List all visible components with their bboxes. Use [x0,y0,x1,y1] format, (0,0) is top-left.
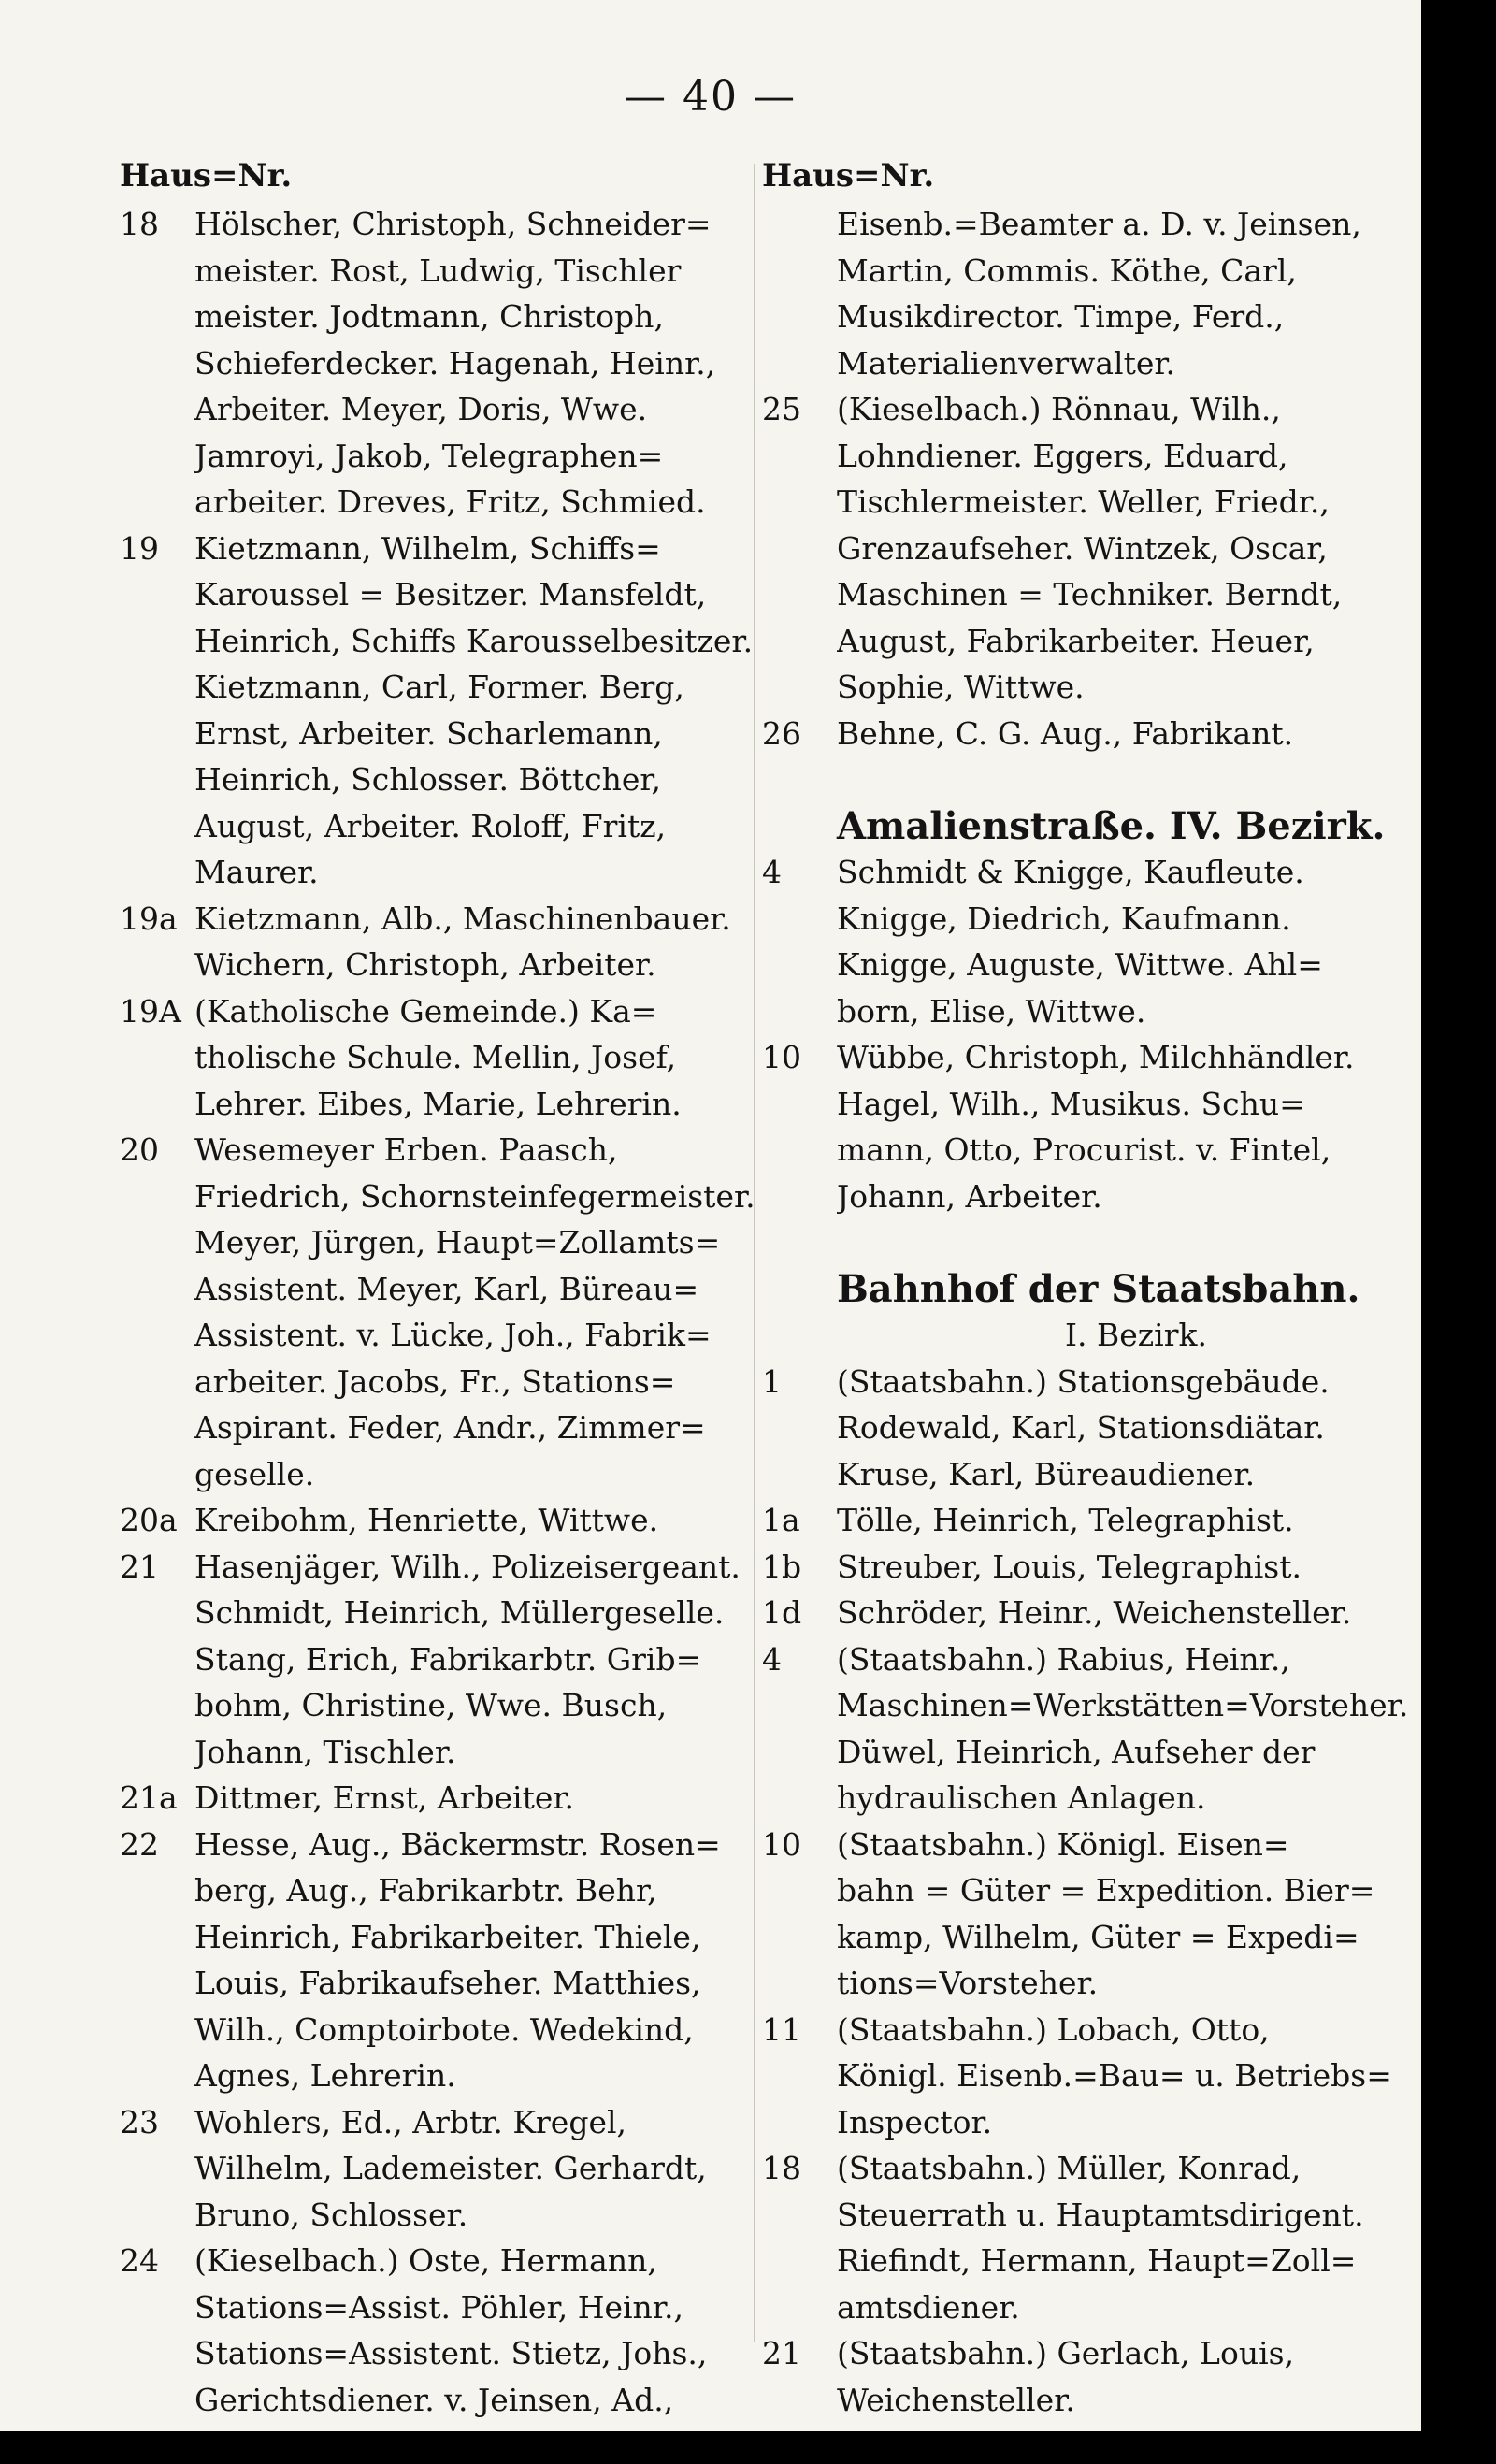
entry-line: (Staatsbahn.) Gerlach, Louis, [837,2335,1295,2371]
entry-line: (Staatsbahn.) Stationsgebäude. [837,1362,1330,1400]
entry-line: Wichern, Christoph, Arbeiter. [194,946,656,983]
entry-line: Louis, Fabrikaufseher. Matthies, [194,1965,701,2001]
entry-line: Materialienverwalter. [837,344,1176,382]
entry-line: Rodewald, Karl, Stationsdiätar. [837,1409,1325,1446]
directory-entry [120,1544,793,1776]
directory-entry [762,1590,1435,1636]
house-number: 19A [120,992,181,1030]
entry-line: Kruse, Karl, Büreaudiener. [837,1455,1256,1492]
left-column-header: Haus=Nr. [120,157,293,195]
house-number: 21 [762,2335,801,2371]
directory-entry [762,1359,1435,1498]
entry-line: Kietzmann, Wilhelm, Schiffs= [194,529,661,567]
entry-line: Maschinen = Techniker. Berndt, [837,576,1343,612]
entry-text [837,2145,1435,2330]
entry-line: Ernst, Arbeiter. Scharlemann, [194,714,663,752]
entry-line: Hölscher, Christoph, Schneider= [194,206,712,242]
entry-text [194,1775,793,1822]
entry-line: Stang, Erich, Fabrikarbtr. Grib= [194,1640,702,1678]
house-number: 4 [762,854,782,890]
entry-line: Schmidt & Knigge, Kaufleute. [837,854,1304,890]
directory-entry [762,1544,1435,1591]
entry-line: Jamroyi, Jakob, Telegraphen= [194,437,664,474]
entry-line: Kreibohm, Henriette, Wittwe. [194,1502,659,1538]
entry-line: Stations=Assist. Pöhler, Heinr., [194,2288,683,2326]
entry-line: Behne, C. G. Aug., Fabrikant. [837,714,1294,752]
right-column-header: Haus=Nr. [762,157,935,195]
entry-line: Inspector. [837,2103,993,2140]
entry-text [194,1822,793,2099]
entry-text [194,988,793,1128]
directory-entry [120,1127,793,1497]
directory-entry [762,1497,1435,1544]
entry-line: Kietzmann, Carl, Former. Berg, [194,669,684,705]
entry-line: geselle. [194,1455,315,1492]
entry-line: Grenzaufseher. Wintzek, Oscar, [837,529,1328,567]
entry-text [837,849,1435,1034]
house-number: 20a [120,1502,178,1538]
entry-line: berg, Aug., Fabrikarbtr. Behr, [194,1872,657,1909]
directory-entry [120,201,793,526]
section-heading-amalienstrasse: Amalienstraße. IV. Bezirk. [837,803,1386,848]
section-spacer [762,1219,1435,1266]
house-number: 19a [120,900,178,937]
entry-line: Düwel, Heinrich, Aufseher der [837,1733,1316,1770]
house-number: 22 [120,1825,159,1863]
directory-entry [120,988,793,1128]
entry-line: Sophie, Wittwe. [837,669,1085,705]
entry-line: Lohndiener. Eggers, Eduard, [837,437,1288,474]
entry-text [194,1544,793,1776]
entry-text [194,1497,793,1544]
entry-line: Arbeiter. Meyer, Doris, Wwe. [194,391,648,427]
entry-line: Heinrich, Schiffs Karousselbesitzer. [194,622,754,659]
entry-line: Königl. Eisenb.=Bau= u. Betriebs= [837,2057,1392,2094]
entry-line: (Staatsbahn.) Rabius, Heinr., [837,1640,1290,1678]
entry-text [837,386,1435,711]
house-number-blank [762,201,837,386]
entry-text [837,2007,1435,2146]
directory-entry [762,386,1435,711]
entry-line: Friedrich, Schornsteinfegermeister. [194,1177,755,1215]
directory-entry [120,896,793,988]
entry-line: Hagel, Wilh., Musikus. Schu= [837,1085,1305,1122]
section-subheading-bezirk: I. Bezirk. [1065,1317,1207,1353]
entry-line: Knigge, Auguste, Wittwe. Ahl= [837,946,1323,983]
house-number: 10 [762,1825,801,1863]
house-number: 18 [762,2150,801,2186]
entry-line: tions=Vorsteher. [837,1965,1099,2001]
house-number: 20 [120,1131,159,1168]
entry-line: Hasenjäger, Wilh., Polizeisergeant. [194,1548,741,1585]
entry-text [194,896,793,988]
entry-line: Wübbe, Christoph, Milchhändler. [837,1039,1355,1075]
directory-entry [120,1822,793,2099]
entry-line: August, Fabrikarbeiter. Heuer, [837,622,1315,659]
section-spacer [762,756,1435,803]
entry-line: (Katholische Gemeinde.) Ka= [194,992,657,1030]
house-number: 26 [762,714,801,752]
entry-line: Steuerrath u. Hauptamtsdirigent. [837,2196,1364,2233]
directory-entry [762,849,1435,1034]
entry-line: Wilh., Comptoirbote. Wedekind, [194,2010,694,2048]
entry-line: Wilhelm, Lademeister. Gerhardt, [194,2150,707,2186]
entry-line: tholische Schule. Mellin, Josef, [194,1039,677,1075]
entry-line: Schmidt, Heinrich, Müllergeselle. [194,1594,725,1631]
entry-line: bohm, Christine, Wwe. Busch, [194,1687,668,1723]
entry-line: (Staatsbahn.) Königl. Eisen= [837,1825,1289,1863]
right-column [762,201,1435,2423]
house-number: 1 [762,1362,782,1400]
entry-line: Stations=Assistent. Stietz, Johs., [194,2335,708,2371]
entry-line: Tischlermeister. Weller, Friedr., [837,483,1330,520]
entry-line: Heinrich, Schlosser. Böttcher, [194,761,661,798]
entry-line: Lehrer. Eibes, Marie, Lehrerin. [194,1085,682,1122]
entry-line: Assistent. Meyer, Karl, Büreau= [194,1270,699,1307]
entry-line: born, Elise, Wittwe. [837,992,1146,1030]
entry-line: Kietzmann, Alb., Maschinenbauer. [194,900,731,937]
entry-line: Streuber, Louis, Telegraphist. [837,1548,1302,1585]
directory-entry [762,2330,1435,2423]
entry-line: Maschinen=Werkstätten=Vorsteher. [837,1687,1409,1723]
directory-entry [120,2099,793,2239]
entry-text [194,201,793,526]
entry-line: Knigge, Diedrich, Kaufmann. [837,900,1291,937]
entry-line: Schieferdecker. Hagenah, Heinr., [194,344,716,382]
entry-text [837,201,1435,386]
entry-line: Riefindt, Hermann, Haupt=Zoll= [837,2242,1357,2279]
directory-entry [762,1034,1435,1219]
directory-entry [120,1497,793,1544]
left-column [120,201,793,2423]
entry-text [837,1636,1435,1822]
entry-text [837,1822,1435,2007]
entry-line: Eisenb.=Beamter a. D. v. Jeinsen, [837,206,1361,242]
section-heading-bahnhof: Bahnhof der Staatsbahn. [837,1266,1360,1311]
entry-text [837,711,1435,757]
entry-text [837,1544,1435,1591]
entry-line: Wohlers, Ed., Arbtr. Kregel, [194,2103,627,2140]
entry-text [837,2330,1435,2423]
entry-line: Musikdirector. Timpe, Ferd., [837,298,1285,335]
entry-line: arbeiter. Jacobs, Fr., Stations= [194,1362,676,1400]
house-number: 1d [762,1594,802,1631]
entry-line: Schröder, Heinr., Weichensteller. [837,1594,1352,1631]
entry-line: (Staatsbahn.) Müller, Konrad, [837,2150,1302,2186]
entry-text [837,1590,1435,1636]
entry-line: Gerichtsdiener. v. Jeinsen, Ad., [194,2381,674,2418]
entry-line: (Kieselbach.) Oste, Hermann, [194,2242,657,2279]
house-number: 21 [120,1548,159,1585]
entry-text [837,1497,1435,1544]
directory-entry [120,1775,793,1822]
entry-line: Karoussel = Besitzer. Mansfeldt, [194,576,707,612]
entry-line: Johann, Tischler. [194,1733,456,1770]
entry-line: Meyer, Jürgen, Haupt=Zollamts= [194,1224,721,1261]
entry-line: Agnes, Lehrerin. [194,2057,456,2094]
directory-entry [762,2145,1435,2330]
directory-entry [762,2007,1435,2146]
entry-text [837,1359,1435,1498]
house-number: 1b [762,1548,802,1585]
entry-line: meister. Jodtmann, Christoph, [194,298,664,335]
continued-entry [762,201,1435,386]
entry-text [837,1034,1435,1219]
entry-line: amtsdiener. [837,2288,1020,2326]
entry-line: Martin, Commis. Köthe, Carl, [837,252,1297,289]
entry-line: Maurer. [194,854,319,890]
entry-line: August, Arbeiter. Roloff, Fritz, [194,807,667,844]
house-number: 4 [762,1640,782,1678]
entry-line: Wesemeyer Erben. Paasch, [194,1131,618,1168]
page-number: — 40 — [625,73,797,121]
entry-line: kamp, Wilhelm, Güter = Expedi= [837,1918,1359,1955]
directory-entry [120,526,793,896]
entry-text [194,526,793,896]
entry-line: Johann, Arbeiter. [837,1177,1102,1215]
entry-line: bahn = Güter = Expedition. Bier= [837,1872,1375,1909]
entry-line: Assistent. v. Lücke, Joh., Fabrik= [194,1317,712,1353]
directory-entry [762,711,1435,757]
directory-entry [120,2238,793,2423]
house-number: 25 [762,391,801,427]
entry-text [194,2238,793,2423]
entry-line: mann, Otto, Procurist. v. Fintel, [837,1131,1331,1168]
entry-line: (Kieselbach.) Rönnau, Wilh., [837,391,1281,427]
entry-line: Aspirant. Feder, Andr., Zimmer= [194,1409,706,1446]
house-number: 24 [120,2242,159,2279]
entry-line: Weichensteller. [837,2381,1075,2418]
entry-line: (Staatsbahn.) Lobach, Otto, [837,2010,1270,2048]
entry-text [194,2099,793,2239]
entry-line: arbeiter. Dreves, Fritz, Schmied. [194,483,706,520]
entry-line: Heinrich, Fabrikarbeiter. Thiele, [194,1918,701,1955]
house-number: 11 [762,2010,801,2048]
house-number: 19 [120,529,159,567]
house-number: 10 [762,1039,801,1075]
entry-line: Tölle, Heinrich, Telegraphist. [837,1502,1294,1538]
entry-line: Dittmer, Ernst, Arbeiter. [194,1780,575,1816]
directory-entry [762,1822,1435,2007]
house-number: 23 [120,2103,159,2140]
house-number: 18 [120,206,159,242]
entry-line: hydraulischen Anlagen. [837,1780,1206,1816]
house-number: 21a [120,1780,178,1816]
entry-line: Hesse, Aug., Bäckermstr. Rosen= [194,1825,721,1863]
directory-entry [762,1636,1435,1822]
entry-line: meister. Rost, Ludwig, Tischler [194,252,682,289]
entry-text [194,1127,793,1497]
house-number: 1a [762,1502,800,1538]
entry-line: Bruno, Schlosser. [194,2196,468,2233]
